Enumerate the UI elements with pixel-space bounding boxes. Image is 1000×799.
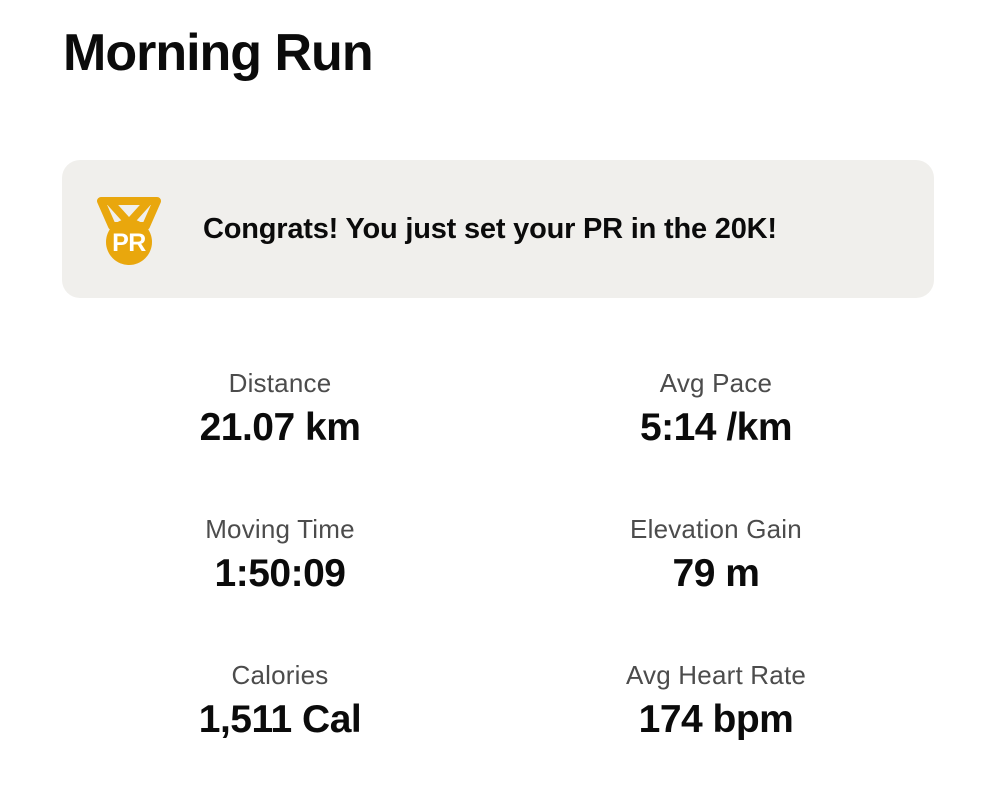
stat-distance [62,368,498,450]
stat-moving-time [62,514,498,596]
stat-value: 5:14 /km [639,406,793,449]
stat-value: 174 bpm [638,698,794,741]
stat-label: Avg Pace [659,368,773,398]
stats-grid [62,368,934,742]
medal-pr-label: PR [112,229,146,257]
stat-label: Distance [228,368,332,398]
stat-label: Avg Heart Rate [625,660,807,690]
pr-banner-message: Congrats! You just set your PR in the 20K! [203,212,777,245]
stat-value: 79 m [672,552,760,595]
stat-value: 21.07 km [199,406,361,449]
stat-label: Moving Time [205,514,355,544]
stat-avg-pace [498,368,934,450]
stat-value: 1,511 Cal [198,698,362,741]
stat-label: Elevation Gain [630,514,802,544]
stat-value: 1:50:09 [214,552,346,595]
stat-calories [62,660,498,742]
stat-avg-heart-rate [498,660,934,742]
pr-banner [62,160,934,298]
pr-medal-icon [90,190,168,268]
stat-label: Calories [231,660,329,690]
activity-title: Morning Run [63,24,373,82]
stat-elevation-gain [498,514,934,596]
